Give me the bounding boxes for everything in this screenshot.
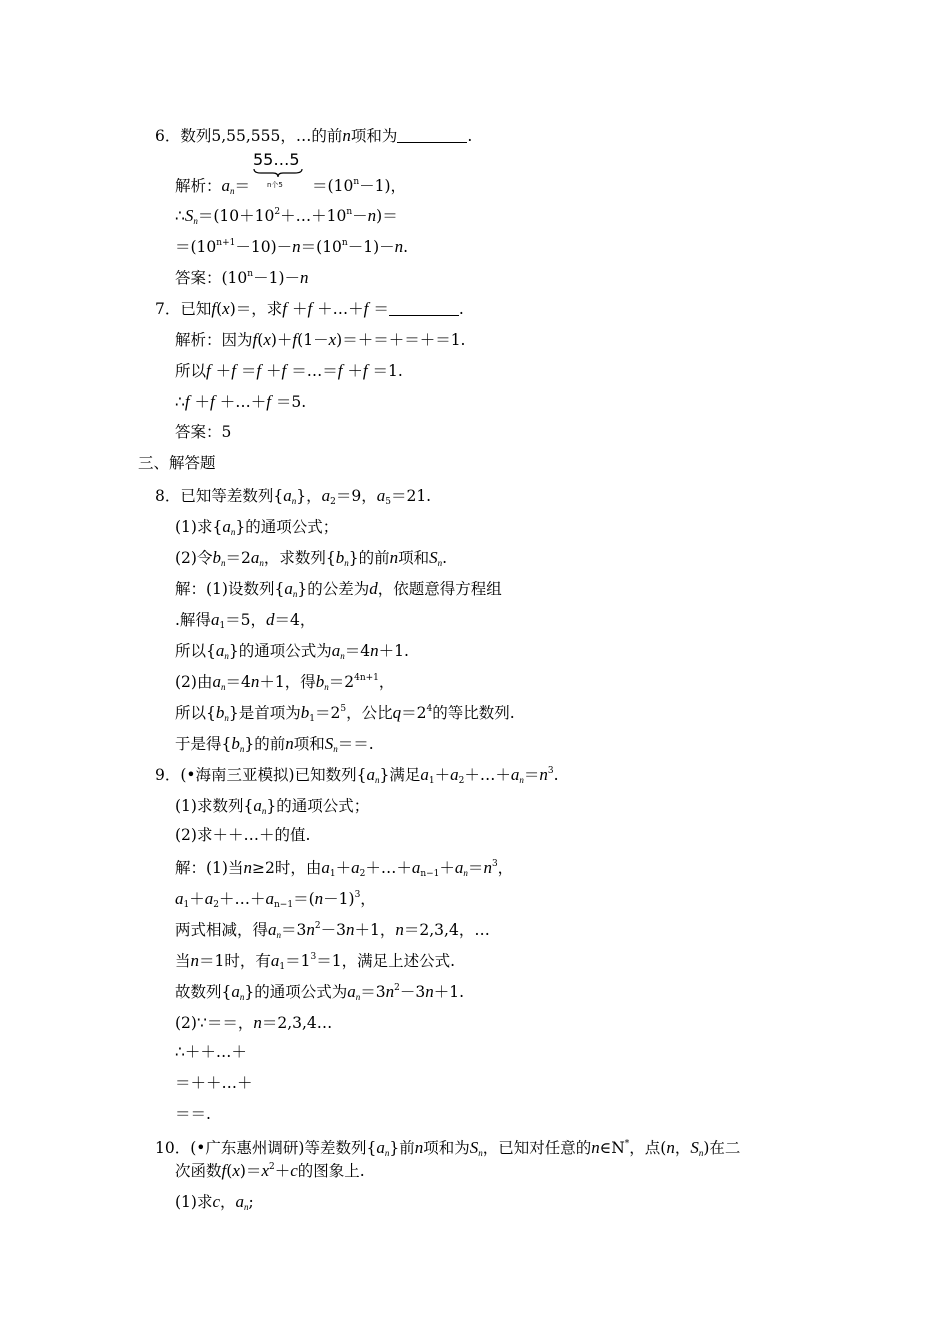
solution-8-line2: .解得$a_1=5$，d＝4， — [175, 610, 316, 631]
problem-10-line2: 次函数$f(x)=x^2+c$的图象上. — [175, 1161, 365, 1180]
section-heading: 三、解答题 — [138, 454, 216, 472]
solution-8-line1: 解：(1)设数列$\{a_n\}$的公差为d，依题意得方程组 — [175, 579, 502, 599]
solution-9-line3: 两式相减，得$a_n=3n^2-3n+1$，n＝2,3,4，… — [175, 920, 490, 940]
solution-9-line1: 解：(1)当n≥2时，由$a_1+a_2+\dots+a_{n-1}+a_n=n^3$， — [175, 858, 514, 879]
problem-9: 9．(•海南三亚模拟)已知数列$\{a_n\}$满足$a_1+a_2+\dots+a_n=n^3$. — [155, 765, 559, 786]
solution-8-line5: 所以$\{b_n\}$是首项为$b_1=2^5$，公比$q=2^4$的等比数列. — [175, 703, 515, 724]
solution-8-line3: 所以$\{a_n\}$的通项公式为$a_n=4n+1$. — [175, 641, 409, 661]
problem-7: 7．已知f(x)＝，求f ＋f ＋…＋f ＝ . — [155, 299, 464, 318]
problem-6: 6．数列5,55,555，…的前n项和为 . — [155, 126, 473, 145]
solution-6-line2: $\therefore S_n=(10+10^2+\dots+10^n-n)=$ — [175, 206, 398, 226]
problem-9-part2: (2)求＋＋…＋的值. — [175, 826, 311, 844]
solution-8-line4: (2)由$a_n=4n+1$，得$b_n=2^{4n+1}$， — [175, 672, 395, 692]
solution-9-line6: (2)∵＝＝，n＝2,3,4… — [175, 1013, 333, 1032]
answer-blank — [389, 301, 459, 316]
problem-8: 8．已知等差数列$\{a_n\}$，$a_2=9$，$a_5=21$. — [155, 486, 432, 507]
solution-9-line4: 当n＝1时，有$a_1=1^3=1$，满足上述公式. — [175, 951, 456, 972]
solution-9-line5: 故数列$\{a_n\}$的通项公式为$a_n=3n^2-3n+1$. — [175, 982, 465, 1002]
problem-9-part1: (1)求数列$\{a_n\}$的通项公式； — [175, 796, 370, 816]
solution-9-line9: ＝＝. — [175, 1105, 211, 1123]
solution-7-line1: 解析：因为f(x)＋f(1－x)＝＋＝＋＝＋＝1. — [175, 330, 466, 349]
solution-9-line2: $a_1+a_2+\dots+a_{n-1}=(n-1)^3$， — [175, 889, 376, 910]
solution-7-line2: 所以f ＋f ＝f ＋f ＝…＝f ＋f ＝1. — [175, 361, 403, 380]
answer-7: 答案：5 — [175, 423, 232, 441]
solution-9-line7: ∴＋＋…＋ — [175, 1043, 247, 1061]
problem-10: 10．(•广东惠州调研)等差数列$\{a_n\}$前n项和为$S_n$，已知对任意的n∈N*，点(n，$S_n$)在二 — [155, 1138, 741, 1158]
solution-7-line3: ∴f ＋f ＋…＋f ＝5. — [175, 392, 307, 411]
solution-6-line1: 解析：$a_n= =(10^n-1)$， — [175, 176, 407, 196]
problem-8-part1: (1)求$\{a_n\}$的通项公式； — [175, 517, 339, 537]
solution-6-line3: $=(10^{n+1}-10)-n=(10^n-1)-n$. — [175, 237, 409, 256]
solution-9-line8: ＝＋＋…＋ — [175, 1074, 253, 1092]
solution-8-line6: 于是得$\{b_n\}$的前n项和$S_n==$. — [175, 734, 374, 754]
answer-6: 答案：$(10^n-1)-n$ — [175, 268, 309, 287]
brace-annotation: 55…5 n个5 — [253, 150, 300, 169]
problem-10-part1: (1)求c，$a_n$; — [175, 1192, 254, 1212]
problem-8-part2: (2)令$b_n=2a_n$，求数列$\{b_n\}$的前n项和$S_n$. — [175, 548, 448, 568]
answer-blank — [397, 128, 467, 143]
